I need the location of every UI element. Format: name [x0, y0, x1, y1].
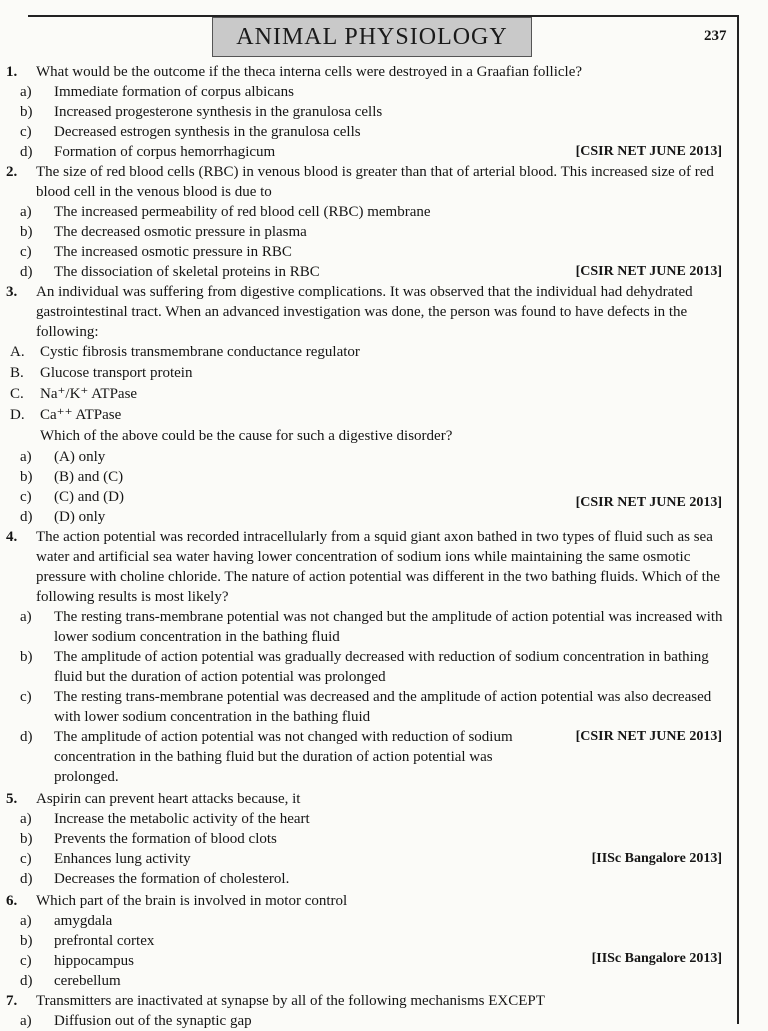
question-number: 7. [6, 993, 18, 1009]
option: a) The resting trans-membrane potential was not changed but the amplitude of action potential was increased with lower sodium concentration in the bathing fluid [20, 609, 723, 645]
question-4 [0, 527, 738, 787]
question-number: 4. [6, 529, 18, 545]
option: d) Formation of corpus hemorrhagicum [CSIR NET JUNE 2013] [20, 144, 722, 160]
option: b) Increased progesterone synthesis in the granulosa cells [20, 104, 383, 120]
option: c) Enhances lung activity [IISc Bangalore 2013] [20, 851, 722, 867]
statement-item: D. Ca⁺⁺ ATPase [10, 407, 122, 423]
question-list [0, 62, 738, 1031]
question-text: An individual was suffering from digestive complications. It was observed that the individual had dehydrated gastrointestinal tract. When an advanced investigation was done, the person was found to have defects in the following: [36, 284, 693, 340]
question-number: 6. [6, 893, 18, 909]
option: a) The increased permeability of red blood cell (RBC) membrane [20, 204, 431, 220]
option: a) (A) only [20, 449, 106, 465]
option: a) amygdala [20, 913, 113, 929]
option: b) prefrontal cortex [20, 933, 155, 949]
option: c) (C) and (D) [CSIR NET JUNE 2013] [0, 487, 738, 507]
question-6 [0, 891, 738, 991]
exam-source-tag: [CSIR NET JUNE 2013] [575, 729, 722, 744]
question-7 [0, 991, 738, 1031]
section-title: ANIMAL PHYSIOLOGY [236, 23, 508, 50]
question-text: Aspirin can prevent heart attacks because, it [36, 791, 301, 807]
exam-source-tag: [CSIR NET JUNE 2013] [575, 495, 722, 510]
exam-source-tag: [IISc Bangalore 2013] [591, 951, 722, 966]
option: a) Increase the metabolic activity of the heart [20, 811, 310, 827]
question-2 [0, 162, 738, 282]
option: d) The amplitude of action potential was not changed with reduction of sodium concentration in the bathing fluid but the duration of action potential was prolonged. [CSIR NET JUNE 2013] [20, 729, 722, 785]
question-text: The size of red blood cells (RBC) in venous blood is greater than that of arterial blood. This increased size of red blood cell in the venous blood is due to [36, 164, 714, 200]
question-number: 5. [6, 791, 18, 807]
option: c) The resting trans-membrane potential was decreased and the amplitude of action potential was also decreased with lower sodium concentration in the bathing fluid [20, 689, 712, 725]
option: d) (D) only [20, 509, 106, 525]
option: b) The amplitude of action potential was gradually decreased with reduction of sodium concentration in bathing fluid but the duration of action potential was prolonged [20, 649, 709, 685]
option: c) Decreased estrogen synthesis in the granulosa cells [20, 124, 361, 140]
exam-source-tag: [CSIR NET JUNE 2013] [575, 264, 722, 279]
statement-item: A. Cystic fibrosis transmembrane conductance regulator [10, 344, 360, 360]
question-text: What would be the outcome if the theca interna cells were destroyed in a Graafian follicle? [36, 64, 583, 80]
statement-item: B. Glucose transport protein [10, 365, 193, 381]
question-text: The action potential was recorded intracellularly from a squid giant axon bathed in two types of fluid such as sea water and artificial sea water having lower concentration of sodium ions while maintaining the same osmotic pressure with choline chloride. The nature of action potential was different in the two bathing fluids. Which of the following results is most likely? [36, 529, 720, 605]
question-number: 2. [6, 164, 18, 180]
question-5 [0, 789, 738, 889]
statement-item: C. Na⁺/K⁺ ATPase [10, 386, 138, 402]
question-number: 1. [6, 64, 18, 80]
option: d) Decreases the formation of cholesterol. [20, 871, 290, 887]
option: b) Prevents the formation of blood clots [20, 831, 277, 847]
question-number: 3. [6, 284, 18, 300]
exam-source-tag: [CSIR NET JUNE 2013] [575, 144, 722, 159]
question-1 [0, 62, 738, 162]
option: b) The decreased osmotic pressure in plasma [20, 224, 307, 240]
section-title-banner [212, 17, 532, 57]
question-text: Which part of the brain is involved in motor control [36, 893, 348, 909]
exam-source-tag: [IISc Bangalore 2013] [591, 851, 722, 866]
option: a) Immediate formation of corpus albicans [20, 84, 294, 100]
option: a) Diffusion out of the synaptic gap [20, 1013, 252, 1029]
option: b) (B) and (C) [20, 469, 124, 485]
question-text: Transmitters are inactivated at synapse by all of the following mechanisms EXCEPT [36, 993, 545, 1009]
option: c) The increased osmotic pressure in RBC [20, 244, 292, 260]
page-number: 237 [704, 28, 727, 44]
sub-question-text: Which of the above could be the cause for such a digestive disorder? [40, 428, 453, 444]
question-3 [0, 282, 738, 527]
option: d) cerebellum [20, 973, 121, 989]
option: d) The dissociation of skeletal proteins in RBC [CSIR NET JUNE 2013] [20, 264, 722, 280]
option: c) hippocampus [IISc Bangalore 2013] [20, 951, 722, 969]
